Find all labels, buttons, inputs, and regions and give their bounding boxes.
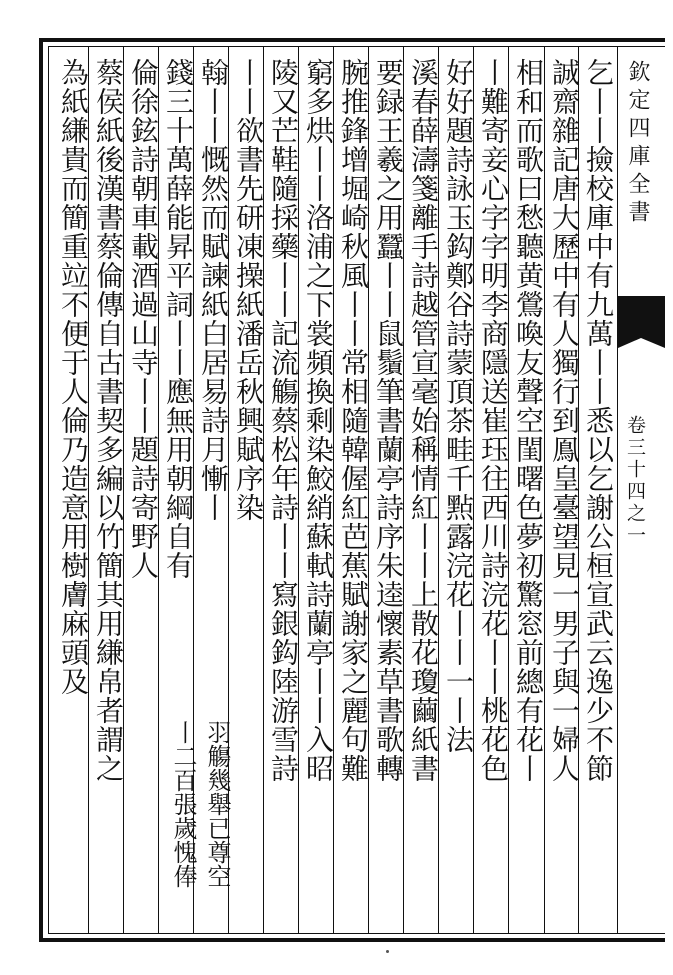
text-column-2: 誠齋雜記唐大歷中有人獨行到鳯皇臺望見一男子與一婦人 xyxy=(548,58,581,783)
text-column-8: 腕推鋒增堀崎秋風丨丨常相隨韓偓紅芭蕉賦謝家之麗句難 xyxy=(337,58,370,783)
text-column-1: 乞丨丨撿校庫中有九萬丨丨悉以乞謝公桓宣武云逸少不節 xyxy=(582,58,615,783)
text-column-15: 錢三十萬薛能昇平詞丨丨應無用朝綱自有 xyxy=(162,58,195,580)
text-column-11: 丨丨欲書先研凍操紙潘岳秋興賦序染 xyxy=(232,58,265,522)
text-column-5: 好好題詩詠玉鈎鄭谷詩蒙頂茶畦千㸃露浣花丨丨一丨法 xyxy=(442,58,475,754)
ink-speck xyxy=(386,950,389,953)
text-column-16: 倫徐鉉詩朝車載酒過山寺丨丨題詩寄野人 xyxy=(127,58,160,580)
text-column-10: 陵又芒鞋隨採藥丨丨記流觴蔡松年詩丨丨寫銀鈎陸游雪詩 xyxy=(267,58,300,783)
text-column-4: 丨難寄妾心字字明李商隱送崔珏往西川詩浣花丨丨桃花色 xyxy=(477,58,510,783)
text-column-6: 溪春薛濤箋離手詩越管宣毫始稱情紅丨丨上散花瓊繭紙書 xyxy=(407,58,440,783)
text-column-3: 相和而歌曰愁聽黄鶯喚友聲空閨曙色夢初驚窓前總有花丨 xyxy=(512,58,545,783)
margin-volume-label: 卷三十四之一 xyxy=(624,415,646,547)
text-column-7: 要録王羲之用蠶丨丨鼠鬚筆書蘭亭詩序朱逵懷素草書歌轉 xyxy=(372,58,405,783)
text-column-9: 窮多烘丨丨洛浦之下裳頻換剩染鮫綃蘇軾詩蘭亭丨丨入昭 xyxy=(302,58,335,783)
fishtail-mark xyxy=(618,296,665,338)
text-column-18: 為紙縑貴而簡重竝不便于人倫乃造意用樹膚麻頭及 xyxy=(57,58,90,696)
text-column-12: 翰丨丨慨然而賦諫紙白居易詩月慚丨 xyxy=(197,58,230,522)
text-column-13: 羽觴幾舉已尊空 xyxy=(203,720,231,888)
text-column-17: 蔡侯紙後漢書蔡倫傳自古書契多編以竹簡其用縑帛者謂之 xyxy=(92,58,125,783)
text-column-14: 丨二百張歲愧俸 xyxy=(169,720,197,888)
margin-book-title: 欽定四庫全書 xyxy=(625,60,650,228)
